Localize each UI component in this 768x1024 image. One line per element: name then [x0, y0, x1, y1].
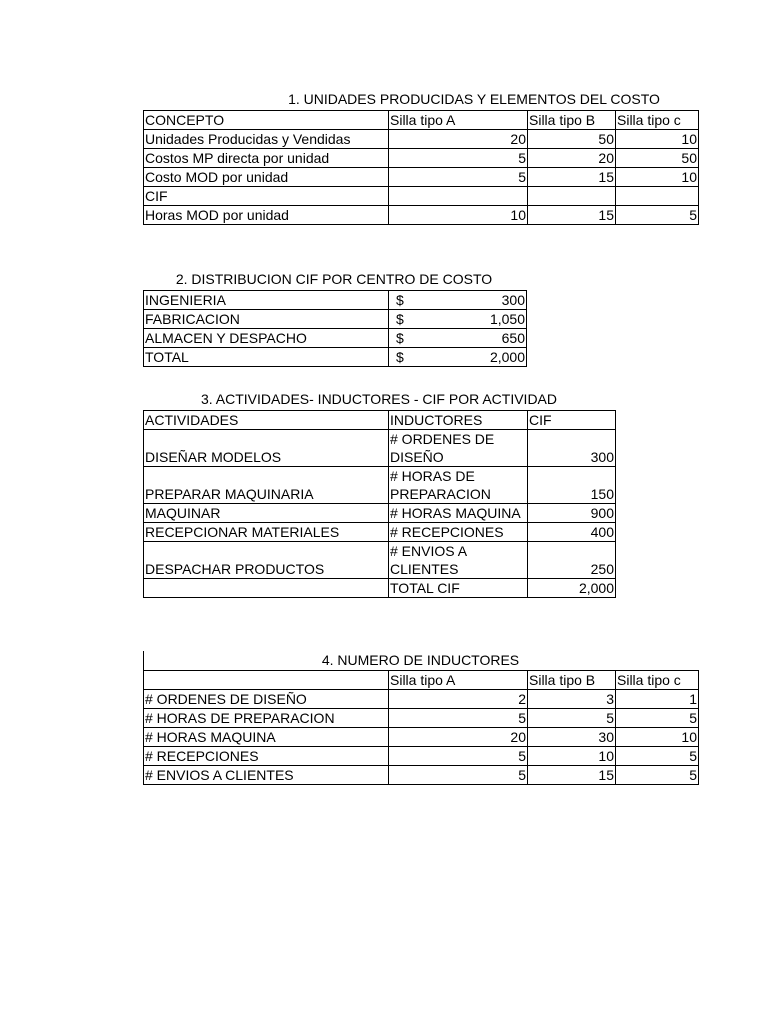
table-row	[144, 168, 699, 187]
section4-header-row	[144, 671, 699, 690]
cell-value: 5	[389, 149, 528, 168]
cell-value: 2,000	[489, 349, 525, 365]
table-row	[144, 206, 699, 225]
table-row	[144, 690, 699, 709]
cell-value: 20	[389, 728, 528, 747]
cell-value: 10	[616, 130, 699, 149]
column-header: Silla tipo c	[616, 111, 699, 130]
cell-value: 10	[528, 747, 616, 766]
table-row	[144, 187, 699, 206]
row-label: INGENIERIA	[144, 291, 389, 310]
cell-value	[528, 187, 616, 206]
row-label: FABRICACION	[144, 310, 389, 329]
cell-value: 1,050	[489, 311, 525, 327]
section4-table	[143, 670, 699, 785]
cell-value: 5	[616, 747, 699, 766]
table-row	[144, 310, 527, 329]
cell-value: 300	[528, 430, 616, 467]
cell-value	[389, 187, 528, 206]
row-label: Horas MOD por unidad	[144, 206, 389, 225]
table-row	[144, 504, 616, 523]
section1-title: 1. UNIDADES PRODUCIDAS Y ELEMENTOS DEL COSTO	[288, 91, 660, 107]
section3-title: 3. ACTIVIDADES- INDUCTORES - CIF POR ACTIVIDAD	[200, 391, 557, 407]
driver-name: # ENVIOS A CLIENTES	[389, 542, 528, 579]
table-row	[144, 542, 616, 579]
currency-symbol: $	[396, 349, 404, 365]
row-label: Costo MOD por unidad	[144, 168, 389, 187]
currency-symbol: $	[396, 330, 404, 346]
cell-value: 15	[528, 766, 616, 785]
currency-symbol: $	[396, 311, 404, 327]
table-row	[144, 747, 699, 766]
cell-value: 3	[528, 690, 616, 709]
column-header: Silla tipo A	[389, 111, 528, 130]
row-label: # RECEPCIONES	[144, 747, 389, 766]
column-header: Silla tipo A	[389, 671, 528, 690]
activity-name: PREPARAR MAQUINARIA	[144, 467, 389, 504]
currency-cell	[389, 329, 527, 348]
activity-name: DISEÑAR MODELOS	[144, 430, 389, 467]
table-row	[144, 149, 699, 168]
column-header	[144, 671, 389, 690]
cell-value: 400	[528, 523, 616, 542]
section2-table	[143, 290, 527, 367]
cell-value: 1	[616, 690, 699, 709]
cell-value: 15	[528, 168, 616, 187]
table-row	[144, 766, 699, 785]
row-label: Costos MP directa por unidad	[144, 149, 389, 168]
row-label: Unidades Producidas y Vendidas	[144, 130, 389, 149]
activity-name: MAQUINAR	[144, 504, 389, 523]
cell-value: 10	[616, 728, 699, 747]
empty-cell	[144, 579, 389, 598]
cell-value: 10	[616, 168, 699, 187]
cell-value: 5	[389, 168, 528, 187]
cell-value: 5	[389, 747, 528, 766]
cell-value: 250	[528, 542, 616, 579]
cell-value: 5	[616, 766, 699, 785]
cell-value: 5	[616, 206, 699, 225]
currency-cell	[389, 348, 527, 367]
column-header: Silla tipo B	[528, 671, 616, 690]
cell-value: 5	[389, 766, 528, 785]
currency-symbol: $	[396, 292, 404, 308]
column-header: ACTIVIDADES	[144, 411, 389, 430]
section3-header-row	[144, 411, 616, 430]
cell-value: 30	[528, 728, 616, 747]
driver-name: # HORAS DE PREPARACION	[389, 467, 528, 504]
table-row	[144, 430, 616, 467]
cell-value: 50	[528, 130, 616, 149]
row-label: # ORDENES DE DISEÑO	[144, 690, 389, 709]
total-label: TOTAL CIF	[389, 579, 528, 598]
table-row	[144, 329, 527, 348]
section4-title: 4. NUMERO DE INDUCTORES	[321, 652, 520, 668]
cell-value: 15	[528, 206, 616, 225]
cell-value: 2	[389, 690, 528, 709]
cell-value: 10	[389, 206, 528, 225]
cell-value: 5	[528, 709, 616, 728]
driver-name: # RECEPCIONES	[389, 523, 528, 542]
cell-value: 5	[616, 709, 699, 728]
section1-header-row	[144, 111, 699, 130]
section3-table	[143, 410, 616, 598]
row-label: # ENVIOS A CLIENTES	[144, 766, 389, 785]
row-label: CIF	[144, 187, 389, 206]
table-row	[144, 291, 527, 310]
row-label: TOTAL	[144, 348, 389, 367]
row-label: # HORAS DE PREPARACION	[144, 709, 389, 728]
table-row	[144, 709, 699, 728]
table-row	[144, 728, 699, 747]
total-value: 2,000	[528, 579, 616, 598]
currency-cell	[389, 291, 527, 310]
driver-name: # ORDENES DE DISEÑO	[389, 430, 528, 467]
column-header: Silla tipo B	[528, 111, 616, 130]
driver-name: # HORAS MAQUINA	[389, 504, 528, 523]
column-header: Silla tipo c	[616, 671, 699, 690]
table-row	[144, 523, 616, 542]
column-header: INDUCTORES	[389, 411, 528, 430]
activity-name: DESPACHAR PRODUCTOS	[144, 542, 389, 579]
cell-value	[616, 187, 699, 206]
table-row	[144, 130, 699, 149]
cell-value: 300	[501, 292, 525, 308]
table-row	[144, 467, 616, 504]
column-header: CIF	[528, 411, 616, 430]
cell-value: 900	[528, 504, 616, 523]
section1-table	[143, 110, 699, 225]
row-label: ALMACEN Y DESPACHO	[144, 329, 389, 348]
row-label: # HORAS MAQUINA	[144, 728, 389, 747]
cell-value: 5	[389, 709, 528, 728]
total-row	[144, 579, 616, 598]
cell-value: 50	[616, 149, 699, 168]
column-header: CONCEPTO	[144, 111, 389, 130]
cell-value: 650	[501, 330, 525, 346]
cell-value: 20	[389, 130, 528, 149]
cell-value: 20	[528, 149, 616, 168]
section2-title: 2. DISTRIBUCION CIF POR CENTRO DE COSTO	[175, 271, 493, 287]
cell-value: 150	[528, 467, 616, 504]
activity-name: RECEPCIONAR MATERIALES	[144, 523, 389, 542]
table-row	[144, 348, 527, 367]
currency-cell	[389, 310, 527, 329]
